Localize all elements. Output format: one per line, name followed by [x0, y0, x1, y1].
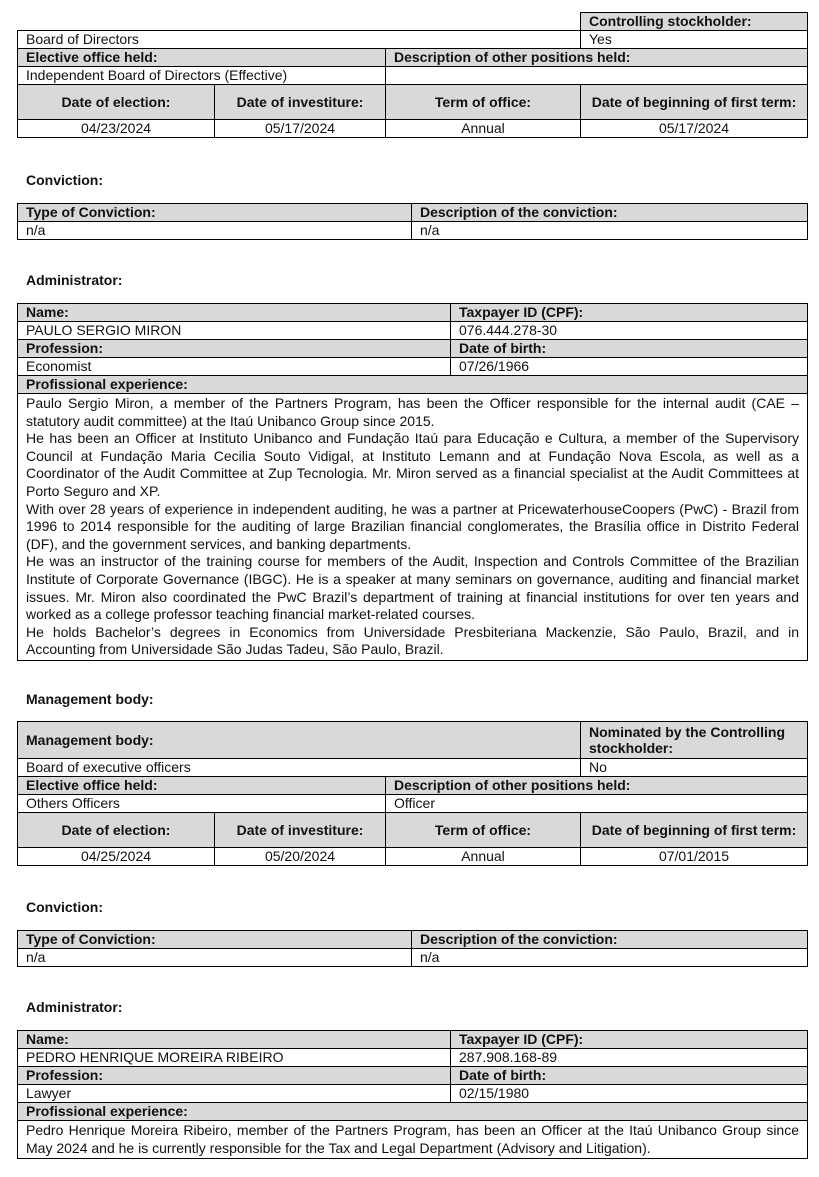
- taxpayer-id-label: Taxpayer ID (CPF):: [451, 1031, 808, 1049]
- management-body-label: Management body:: [18, 722, 581, 759]
- conviction-type-value: n/a: [18, 949, 412, 967]
- other-positions-label: Description of other positions held:: [386, 49, 808, 67]
- profession-value: Lawyer: [18, 1085, 451, 1103]
- other-positions-value: Officer: [386, 795, 808, 813]
- controlling-stockholder-value: Yes: [581, 31, 808, 49]
- other-positions-label: Description of other positions held:: [386, 777, 808, 795]
- date-of-birth-label: Date of birth:: [451, 1067, 808, 1085]
- conviction-description-label: Description of the conviction:: [412, 204, 808, 222]
- name-label: Name:: [18, 304, 451, 322]
- conviction-heading: Conviction:: [26, 899, 103, 915]
- conviction-type-label: Type of Conviction:: [18, 931, 412, 949]
- name-value: PAULO SERGIO MIRON: [18, 322, 451, 340]
- experience-paragraph: He has been an Officer at Instituto Unibanco and Fundação Itaú para Educação e Cultura, a member of the Supervisory Council at Fundação Maria Cecilia Souto Vidigal, at Instituto Lemann and at Fundação Nova Escola, as well as a Coordinator of the Audit Committee at Zup Tecnologia. Mr. Miron served as a financial specialist at the Audit Committees at Porto Seguro and XP.: [26, 430, 799, 499]
- name-label: Name:: [18, 1031, 451, 1049]
- professional-experience-text: [18, 394, 808, 661]
- nominated-by-controlling-value: No: [581, 759, 808, 777]
- date-of-investiture-label: Date of investiture:: [215, 813, 386, 848]
- profession-value: Economist: [18, 358, 451, 376]
- conviction-table-2: [17, 930, 808, 967]
- first-term-date-label: Date of beginning of first term:: [581, 813, 808, 848]
- management-body-value: Board of executive officers: [18, 759, 581, 777]
- management-body-value: Board of Directors: [18, 31, 581, 49]
- nominated-by-controlling-label: Nominated by the Controlling stockholder:: [581, 722, 808, 759]
- profession-label: Profession:: [18, 1067, 451, 1085]
- conviction-table-1: [17, 203, 808, 240]
- date-of-election-value: 04/23/2024: [18, 120, 215, 138]
- conviction-type-label: Type of Conviction:: [18, 204, 412, 222]
- term-of-office-value: Annual: [386, 120, 581, 138]
- date-of-investiture-label: Date of investiture:: [215, 85, 386, 120]
- profession-label: Profession:: [18, 340, 451, 358]
- first-term-date-value: 07/01/2015: [581, 848, 808, 866]
- date-of-birth-value: 07/26/1966: [451, 358, 808, 376]
- professional-experience-text: [18, 1121, 808, 1159]
- experience-paragraph: He was an instructor of the training course for members of the Audit, Inspection and Controls Committee of the Brazilian Institute of Corporate Governance (IBGC). He is a speaker at many seminars on governance, auditing and financial market issues. Mr. Miron also coordinated the PwC Brazil’s department of training at financial institutions for over ten years and worked as a college professor teaching financial market-related courses.: [26, 553, 799, 623]
- elective-office-value: Others Officers: [18, 795, 386, 813]
- management-body-table-1: [17, 12, 808, 138]
- date-of-birth-value: 02/15/1980: [451, 1085, 808, 1103]
- professional-experience-label: Profissional experience:: [18, 1103, 808, 1121]
- term-of-office-label: Term of office:: [386, 85, 581, 120]
- date-of-birth-label: Date of birth:: [451, 340, 808, 358]
- experience-paragraph: Pedro Henrique Moreira Ribeiro, member of the Partners Program, has been an Officer at the Itaú Unibanco Group since May 2024 and he is currently responsible for the Tax and Legal Department (Advisory and Litigation).: [26, 1122, 799, 1156]
- date-of-election-label: Date of election:: [18, 813, 215, 848]
- controlling-stockholder-label: Controlling stockholder:: [581, 13, 808, 31]
- taxpayer-id-value: 076.444.278-30: [451, 322, 808, 340]
- conviction-type-value: n/a: [18, 222, 412, 240]
- conviction-heading: Conviction:: [26, 172, 103, 188]
- administrator-heading: Administrator:: [26, 272, 123, 288]
- name-value: PEDRO HENRIQUE MOREIRA RIBEIRO: [18, 1049, 451, 1067]
- taxpayer-id-label: Taxpayer ID (CPF):: [451, 304, 808, 322]
- professional-experience-label: Profissional experience:: [18, 376, 808, 394]
- management-body-table-2: [17, 721, 808, 866]
- conviction-description-label: Description of the conviction:: [412, 931, 808, 949]
- experience-paragraph: He holds Bachelor’s degrees in Economics from Universidade Presbiteriana Mackenzie, São Paulo, Brazil, and in Accounting from Universidade São Judas Tadeu, São Paulo, Brazil.: [26, 623, 799, 658]
- date-of-investiture-value: 05/17/2024: [215, 120, 386, 138]
- conviction-description-value: n/a: [412, 222, 808, 240]
- elective-office-value: Independent Board of Directors (Effective): [18, 67, 386, 85]
- term-of-office-label: Term of office:: [386, 813, 581, 848]
- date-of-election-label: Date of election:: [18, 85, 215, 120]
- elective-office-label: Elective office held:: [18, 777, 386, 795]
- taxpayer-id-value: 287.908.168-89: [451, 1049, 808, 1067]
- first-term-date-label: Date of beginning of first term:: [581, 85, 808, 120]
- management-body-heading: Management body:: [26, 691, 154, 707]
- other-positions-value: [386, 67, 808, 85]
- experience-paragraph: Paulo Sergio Miron, a member of the Partners Program, has been the Officer responsible for the internal audit (CAE – statutory audit committee) at the Itaú Unibanco Group since 2015.: [26, 395, 799, 429]
- administrator-table-2: [17, 1030, 808, 1159]
- date-of-election-value: 04/25/2024: [18, 848, 215, 866]
- administrator-table-1: [17, 303, 808, 661]
- term-of-office-value: Annual: [386, 848, 581, 866]
- conviction-description-value: n/a: [412, 949, 808, 967]
- administrator-heading: Administrator:: [26, 999, 123, 1015]
- date-of-investiture-value: 05/20/2024: [215, 848, 386, 866]
- first-term-date-value: 05/17/2024: [581, 120, 808, 138]
- elective-office-label: Elective office held:: [18, 49, 386, 67]
- experience-paragraph: With over 28 years of experience in independent auditing, he was a partner at PricewaterhouseCoopers (PwC) - Brazil from 1996 to 2014 responsible for the auditing of large Brazilian financial conglomerates, the Brasília office in Distrito Federal (DF), and the government services, and banking departments.: [26, 500, 799, 552]
